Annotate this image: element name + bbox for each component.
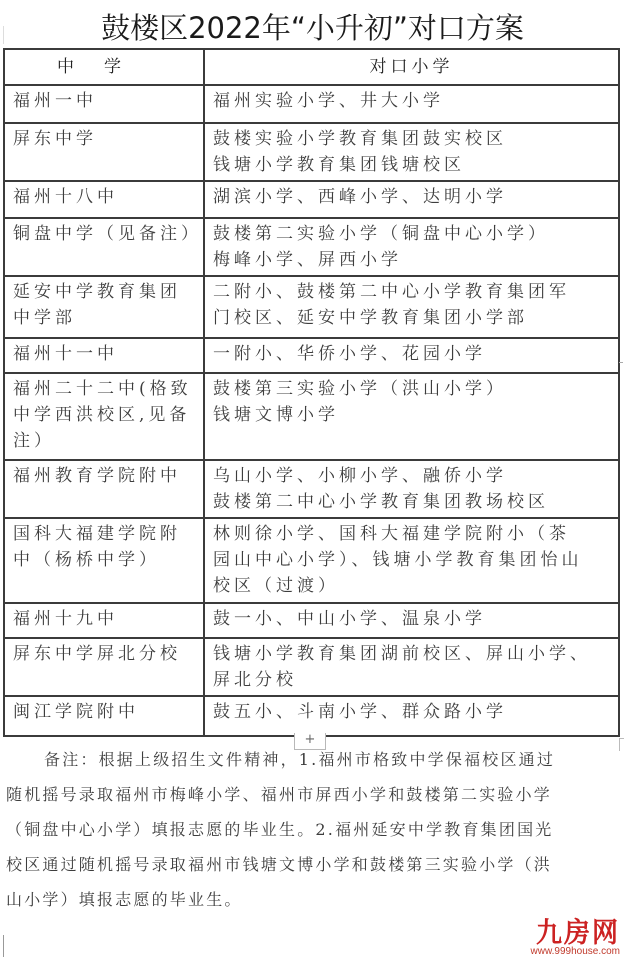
table-row — [4, 338, 619, 373]
margin-mark — [619, 738, 624, 751]
primary-school-names: 钱塘文博小学 — [213, 405, 339, 425]
table-body — [4, 85, 619, 736]
add-row-button[interactable]: + — [294, 733, 326, 750]
table-row — [4, 218, 619, 276]
primary-school-names: 鼓一小、中山小学、温泉小学 — [213, 609, 486, 629]
primary-school-names: 钱塘小学教育集团湖前校区、屏山小学、 — [213, 644, 591, 664]
middle-school-name: 中（杨桥中学） — [13, 550, 160, 570]
table-row — [4, 181, 619, 218]
middle-school-cell — [4, 338, 204, 373]
primary-school-names: 校区（过渡） — [213, 576, 339, 596]
note-line: 山小学）填报志愿的毕业生。 — [6, 890, 243, 909]
middle-school-cell — [4, 373, 204, 460]
note-line: 随机摇号录取福州市梅峰小学、福州市屏西小学和鼓楼第二实验小学 — [6, 785, 553, 804]
watermark-url: www.999house.com — [530, 946, 620, 957]
enrollment-table — [3, 48, 620, 737]
primary-schools-cell — [204, 638, 619, 696]
margin-mark — [619, 362, 623, 373]
header-primary-schools: 对口小学 — [204, 49, 619, 85]
table-row — [4, 518, 619, 603]
primary-schools-cell — [204, 218, 619, 276]
primary-schools-cell — [204, 85, 619, 123]
primary-schools-cell — [204, 603, 619, 638]
primary-schools-cell — [204, 518, 619, 603]
primary-school-names: 湖滨小学、西峰小学、达明小学 — [213, 187, 507, 207]
middle-school-name: 福州二十二中(格致 — [13, 379, 192, 399]
table-row — [4, 696, 619, 736]
middle-school-cell — [4, 276, 204, 338]
middle-school-cell — [4, 85, 204, 123]
primary-schools-cell — [204, 460, 619, 518]
watermark — [520, 917, 620, 958]
primary-school-names: 屏北分校 — [213, 670, 297, 690]
note-line: （铜盘中心小学）填报志愿的毕业生。2.福州延安中学教育集团国光 — [6, 820, 554, 839]
note-paragraph — [6, 742, 606, 917]
middle-school-name: 闽江学院附中 — [13, 702, 139, 722]
primary-school-names: 鼓五小、斗南小学、群众路小学 — [213, 702, 507, 722]
primary-school-names: 一附小、华侨小学、花园小学 — [213, 344, 486, 364]
primary-school-names: 园山中心小学）、钱塘小学教育集团怡山 — [213, 550, 583, 570]
watermark-logo: 九房网 — [535, 917, 620, 949]
primary-school-names: 福州实验小学、井大小学 — [213, 91, 444, 111]
middle-school-cell — [4, 181, 204, 218]
middle-school-cell — [4, 603, 204, 638]
primary-school-names: 鼓楼实验小学教育集团鼓实校区 — [213, 129, 507, 149]
middle-school-name: 屏东中学 — [13, 129, 97, 149]
primary-schools-cell — [204, 181, 619, 218]
middle-school-name: 国科大福建学院附 — [13, 524, 181, 544]
middle-school-name: 福州十九中 — [13, 609, 118, 629]
primary-schools-cell — [204, 123, 619, 181]
table-row — [4, 373, 619, 460]
text-cursor — [3, 935, 4, 957]
primary-school-names: 二附小、鼓楼第二中心小学教育集团军 — [213, 282, 570, 302]
primary-school-names: 鼓楼第二中心小学教育集团教场校区 — [213, 492, 549, 512]
document-title: 鼓楼区2022年“小升初”对口方案 — [101, 11, 524, 45]
middle-school-name: 延安中学教育集团 — [13, 282, 181, 302]
table-row — [4, 460, 619, 518]
primary-school-names: 鼓楼第二实验小学（铜盘中心小学） — [213, 224, 549, 244]
table-row — [4, 638, 619, 696]
primary-school-names: 钱塘小学教育集团钱塘校区 — [213, 155, 465, 175]
table-row — [4, 85, 619, 123]
table-row — [4, 603, 619, 638]
primary-schools-cell — [204, 373, 619, 460]
middle-school-cell — [4, 518, 204, 603]
middle-school-name: 福州十八中 — [13, 187, 118, 207]
middle-school-cell — [4, 460, 204, 518]
primary-school-names: 门校区、延安中学教育集团小学部 — [213, 308, 528, 328]
primary-school-names: 乌山小学、小柳小学、融侨小学 — [213, 466, 507, 486]
primary-schools-cell — [204, 276, 619, 338]
middle-school-name: 铜盘中学（见备注） — [13, 224, 202, 244]
primary-schools-cell — [204, 338, 619, 373]
primary-school-names: 林则徐小学、国科大福建学院附小（茶 — [213, 524, 570, 544]
middle-school-name: 福州十一中 — [13, 344, 118, 364]
header-middle-school: 中学 — [4, 49, 204, 85]
table-header-row — [4, 49, 619, 85]
primary-schools-cell — [204, 696, 619, 736]
middle-school-cell — [4, 696, 204, 736]
middle-school-name: 屏东中学屏北分校 — [13, 644, 181, 664]
note-line: 备注：根据上级招生文件精神，1.福州市格致中学保福校区通过 — [44, 750, 556, 769]
middle-school-name: 福州教育学院附中 — [13, 466, 181, 486]
primary-school-names: 梅峰小学、屏西小学 — [213, 250, 402, 270]
table-row — [4, 276, 619, 338]
middle-school-name: 中学部 — [13, 308, 76, 328]
primary-school-names: 鼓楼第三实验小学（洪山小学） — [213, 379, 507, 399]
middle-school-name: 福州一中 — [13, 91, 97, 111]
middle-school-name: 注） — [13, 431, 55, 451]
middle-school-cell — [4, 218, 204, 276]
note-line: 校区通过随机摇号录取福州市钱塘文博小学和鼓楼第三实验小学（洪 — [6, 855, 553, 874]
middle-school-cell — [4, 638, 204, 696]
middle-school-name: 中学西洪校区,见备 — [13, 405, 191, 425]
middle-school-cell — [4, 123, 204, 181]
table-row — [4, 123, 619, 181]
